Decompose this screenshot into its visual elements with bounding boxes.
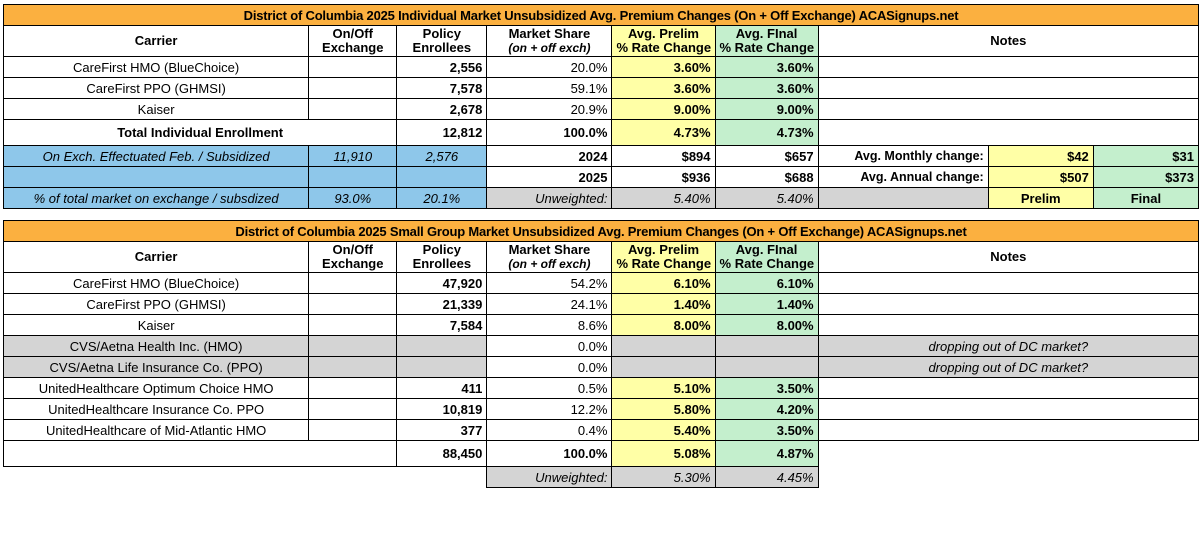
header-prelim-line2: % Rate Change	[616, 40, 712, 55]
table-row	[4, 420, 1199, 441]
year-2025-row	[4, 167, 1199, 188]
blue-filler-right	[397, 167, 487, 188]
on-off-exchange	[309, 57, 397, 78]
header-on-off-exchange	[309, 26, 397, 57]
header-onoff-line2: Exchange	[322, 40, 384, 55]
header-avg-final	[715, 242, 818, 273]
unweighted-label: Unweighted:	[487, 467, 612, 488]
notes-cell	[818, 294, 1198, 315]
market-share: 59.1%	[487, 78, 612, 99]
avg-annual-change-prelim: $507	[988, 167, 1093, 188]
on-off-exchange	[309, 378, 397, 399]
total-market-share: 100.0%	[487, 120, 612, 146]
total-prelim-rate: 5.08%	[612, 441, 715, 467]
individual-title: District of Columbia 2025 Individual Market Unsubsidized Avg. Premium Changes (On + Off Exchange) ACASignups.net	[4, 5, 1199, 26]
header-on-off-exchange	[309, 242, 397, 273]
header-final-line2: % Rate Change	[719, 256, 815, 271]
header-final-line2: % Rate Change	[719, 40, 815, 55]
header-notes: Notes	[818, 242, 1198, 273]
total-final-rate: 4.87%	[715, 441, 818, 467]
header-final-line1: Avg. FInal	[735, 26, 798, 41]
year-2024-label: 2024	[487, 146, 612, 167]
avg-monthly-change-final: $31	[1093, 146, 1198, 167]
avg-annual-change-final: $373	[1093, 167, 1198, 188]
effectuated-label: On Exch. Effectuated Feb. / Subsidized	[4, 146, 309, 167]
market-share: 0.5%	[487, 378, 612, 399]
small-group-unweighted-row	[4, 467, 1199, 488]
table-row	[4, 336, 1199, 357]
total-label: Total Individual Enrollment	[4, 120, 397, 146]
small-group-market-table	[3, 220, 1199, 488]
notes-cell	[818, 399, 1198, 420]
avg-prelim-rate: 3.60%	[612, 57, 715, 78]
gray-filler	[818, 188, 988, 209]
total-enrollees: 88,450	[397, 441, 487, 467]
avg-prelim-rate: 5.10%	[612, 378, 715, 399]
table-row	[4, 399, 1199, 420]
carrier-name: CareFirst PPO (GHMSI)	[4, 294, 309, 315]
table-row	[4, 273, 1199, 294]
market-share: 8.6%	[487, 315, 612, 336]
small-group-header-row	[4, 242, 1199, 273]
on-off-exchange	[309, 357, 397, 378]
on-off-exchange	[309, 399, 397, 420]
unweighted-final: 4.45%	[715, 467, 818, 488]
carrier-name: UnitedHealthcare Insurance Co. PPO	[4, 399, 309, 420]
header-carrier: Carrier	[4, 26, 309, 57]
policy-enrollees: 10,819	[397, 399, 487, 420]
header-notes: Notes	[818, 26, 1198, 57]
header-policy-line2: Enrollees	[412, 256, 472, 271]
blue-filler-left	[4, 167, 309, 188]
policy-enrollees: 377	[397, 420, 487, 441]
avg-final-rate: 3.50%	[715, 420, 818, 441]
unweighted-label: Unweighted:	[487, 188, 612, 209]
year-2025-prelim-premium: $936	[612, 167, 715, 188]
on-off-exchange	[309, 336, 397, 357]
avg-prelim-rate: 3.60%	[612, 78, 715, 99]
pct-of-market-row	[4, 188, 1199, 209]
policy-enrollees: 411	[397, 378, 487, 399]
notes-cell	[818, 57, 1198, 78]
header-onoff-line1: On/Off	[332, 242, 373, 257]
avg-prelim-rate: 1.40%	[612, 294, 715, 315]
header-policy-line1: Policy	[422, 242, 461, 257]
on-off-exchange	[309, 420, 397, 441]
policy-enrollees: 2,678	[397, 99, 487, 120]
header-policy-enrollees	[397, 26, 487, 57]
avg-final-rate	[715, 336, 818, 357]
notes-cell: dropping out of DC market?	[818, 336, 1198, 357]
notes-cell	[818, 378, 1198, 399]
avg-final-rate: 4.20%	[715, 399, 818, 420]
unweighted-prelim: 5.30%	[612, 467, 715, 488]
on-off-exchange	[309, 315, 397, 336]
table-row	[4, 378, 1199, 399]
blank-cell	[4, 467, 309, 488]
total-market-share: 100.0%	[487, 441, 612, 467]
policy-enrollees: 21,339	[397, 294, 487, 315]
total-notes	[818, 120, 1198, 146]
market-share: 54.2%	[487, 273, 612, 294]
header-share-line1: Market Share	[508, 242, 591, 257]
individual-header-row	[4, 26, 1199, 57]
avg-final-rate: 6.10%	[715, 273, 818, 294]
policy-enrollees: 2,556	[397, 57, 487, 78]
market-share: 20.0%	[487, 57, 612, 78]
table-row	[4, 357, 1199, 378]
carrier-name: CareFirst HMO (BlueChoice)	[4, 57, 309, 78]
avg-prelim-rate: 5.80%	[612, 399, 715, 420]
table-row	[4, 99, 1199, 120]
avg-final-rate: 8.00%	[715, 315, 818, 336]
total-notes	[818, 441, 1198, 467]
notes-cell: dropping out of DC market?	[818, 357, 1198, 378]
total-final-rate: 4.73%	[715, 120, 818, 146]
year-2024-prelim-premium: $894	[612, 146, 715, 167]
effectuated-enrollees: 11,910	[309, 146, 397, 167]
total-enrollees: 12,812	[397, 120, 487, 146]
market-share: 0.0%	[487, 336, 612, 357]
on-off-exchange	[309, 273, 397, 294]
carrier-name: CareFirst PPO (GHMSI)	[4, 78, 309, 99]
notes-cell	[818, 78, 1198, 99]
column-label-final: Final	[1093, 188, 1198, 209]
header-avg-prelim	[612, 242, 715, 273]
blank-cell	[818, 467, 1198, 488]
table-row	[4, 315, 1199, 336]
header-onoff-line1: On/Off	[332, 26, 373, 41]
blue-filler-mid	[309, 167, 397, 188]
pct-market-subsidized: 20.1%	[397, 188, 487, 209]
total-label	[4, 441, 397, 467]
policy-enrollees: 7,584	[397, 315, 487, 336]
carrier-name: Kaiser	[4, 99, 309, 120]
on-off-exchange	[309, 99, 397, 120]
header-policy-enrollees	[397, 242, 487, 273]
avg-prelim-rate: 9.00%	[612, 99, 715, 120]
header-onoff-line2: Exchange	[322, 256, 384, 271]
avg-final-rate	[715, 357, 818, 378]
avg-monthly-change-label: Avg. Monthly change:	[818, 146, 988, 167]
carrier-name: CVS/Aetna Life Insurance Co. (PPO)	[4, 357, 309, 378]
unweighted-prelim: 5.40%	[612, 188, 715, 209]
market-share: 20.9%	[487, 99, 612, 120]
effectuated-subsidized: 2,576	[397, 146, 487, 167]
table-gap	[2, 209, 1200, 220]
pct-market-label: % of total market on exchange / subsdized	[4, 188, 309, 209]
avg-final-rate: 1.40%	[715, 294, 818, 315]
avg-prelim-rate	[612, 357, 715, 378]
header-share-line1: Market Share	[508, 26, 591, 41]
market-share: 0.4%	[487, 420, 612, 441]
header-prelim-line2: % Rate Change	[616, 256, 712, 271]
individual-title-row	[4, 5, 1199, 26]
market-share: 0.0%	[487, 357, 612, 378]
carrier-name: UnitedHealthcare Optimum Choice HMO	[4, 378, 309, 399]
policy-enrollees: 47,920	[397, 273, 487, 294]
policy-enrollees	[397, 336, 487, 357]
on-off-exchange	[309, 78, 397, 99]
on-off-exchange	[309, 294, 397, 315]
header-policy-line1: Policy	[422, 26, 461, 41]
market-share: 12.2%	[487, 399, 612, 420]
avg-final-rate: 9.00%	[715, 99, 818, 120]
individual-market-table	[3, 4, 1199, 209]
header-prelim-line1: Avg. Prelim	[627, 26, 699, 41]
table-row	[4, 294, 1199, 315]
small-group-title-row	[4, 221, 1199, 242]
policy-enrollees: 7,578	[397, 78, 487, 99]
header-market-share	[487, 26, 612, 57]
avg-prelim-rate: 6.10%	[612, 273, 715, 294]
total-prelim-rate: 4.73%	[612, 120, 715, 146]
avg-annual-change-label: Avg. Annual change:	[818, 167, 988, 188]
header-carrier: Carrier	[4, 242, 309, 273]
avg-final-rate: 3.50%	[715, 378, 818, 399]
header-avg-final	[715, 26, 818, 57]
market-share: 24.1%	[487, 294, 612, 315]
header-prelim-line1: Avg. Prelim	[627, 242, 700, 257]
header-market-share	[487, 242, 612, 273]
small-group-total-row	[4, 441, 1199, 467]
avg-final-rate: 3.60%	[715, 57, 818, 78]
notes-cell	[818, 420, 1198, 441]
header-share-line2: (on + off exch)	[508, 41, 591, 55]
avg-prelim-rate: 8.00%	[612, 315, 715, 336]
table-row	[4, 78, 1199, 99]
blank-cell	[397, 467, 487, 488]
header-final-line1: Avg. FInal	[735, 242, 798, 257]
notes-cell	[818, 273, 1198, 294]
notes-cell	[818, 315, 1198, 336]
year-2025-final-premium: $688	[715, 167, 818, 188]
effectuated-row	[4, 146, 1199, 167]
blank-cell	[309, 467, 397, 488]
year-2025-label: 2025	[487, 167, 612, 188]
pct-market-on-exchange: 93.0%	[309, 188, 397, 209]
individual-total-row	[4, 120, 1199, 146]
avg-prelim-rate: 5.40%	[612, 420, 715, 441]
carrier-name: UnitedHealthcare of Mid-Atlantic HMO	[4, 420, 309, 441]
header-share-line2: (on + off exch)	[508, 257, 591, 271]
carrier-name: CareFirst HMO (BlueChoice)	[4, 273, 309, 294]
notes-cell	[818, 99, 1198, 120]
header-policy-line2: Enrollees	[412, 40, 472, 55]
header-avg-prelim	[612, 26, 715, 57]
avg-monthly-change-prelim: $42	[988, 146, 1093, 167]
avg-final-rate: 3.60%	[715, 78, 818, 99]
policy-enrollees	[397, 357, 487, 378]
avg-prelim-rate	[612, 336, 715, 357]
carrier-name: CVS/Aetna Health Inc. (HMO)	[4, 336, 309, 357]
table-row	[4, 57, 1199, 78]
year-2024-final-premium: $657	[715, 146, 818, 167]
small-group-title: District of Columbia 2025 Small Group Market Unsubsidized Avg. Premium Changes (On + Off Exchange) ACASignups.net	[4, 221, 1199, 242]
carrier-name: Kaiser	[4, 315, 309, 336]
column-label-prelim: Prelim	[988, 188, 1093, 209]
unweighted-final: 5.40%	[715, 188, 818, 209]
